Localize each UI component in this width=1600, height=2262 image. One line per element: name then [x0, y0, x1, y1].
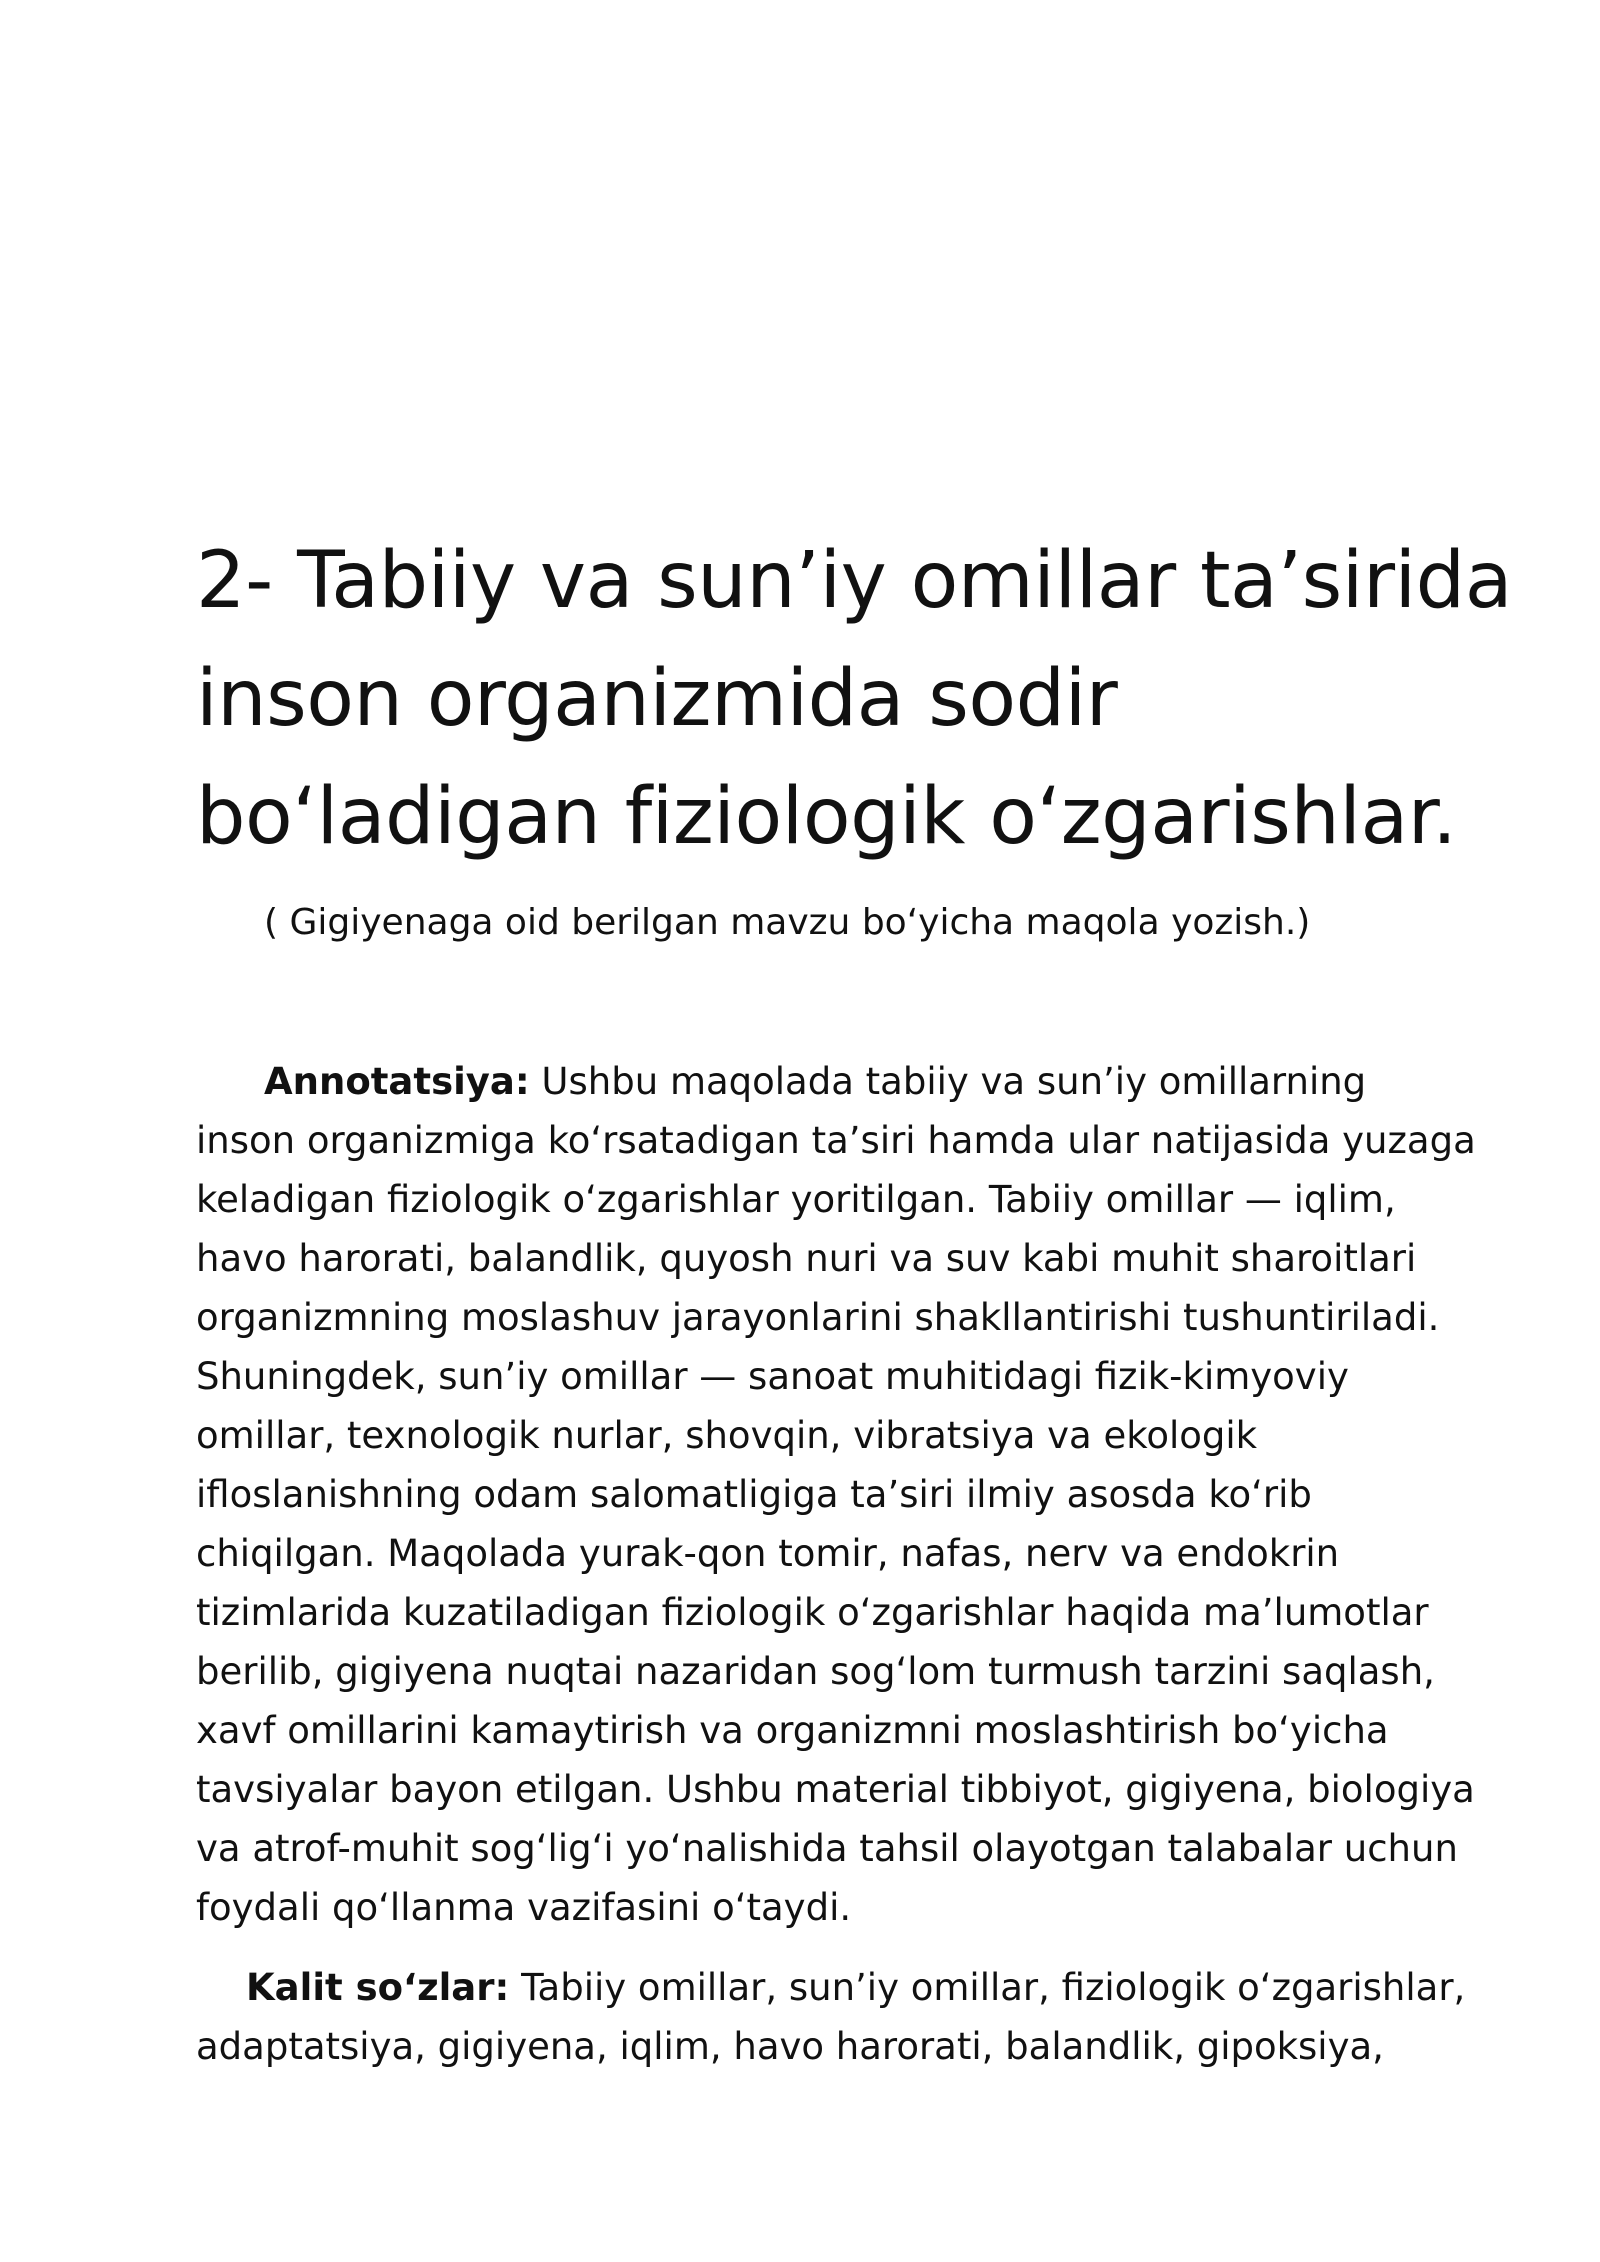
abstract-text: Ushbu maqolada tabiiy va sun’iy omillarning: [529, 1060, 1367, 1103]
abstract-paragraph: [196, 1052, 1476, 1937]
title-line: bo‘ladigan fiziologik o‘zgarishlar.: [196, 772, 1457, 862]
subtitle: ( Gigiyenaga oid berilgan mavzu bo‘yicha maqola yozish.): [264, 902, 1311, 943]
abstract-label: Annotatsiya:: [264, 1060, 530, 1103]
title-line: 2- Tabiiy va sun’iy omillar ta’sirida: [196, 536, 1512, 626]
abstract-line: berilib, gigiyena nuqtai nazaridan sog‘lom turmush tarzini saqlash,: [196, 1650, 1435, 1693]
abstract-line: keladigan fiziologik o‘zgarishlar yoritilgan. Tabiiy omillar — iqlim,: [196, 1178, 1396, 1221]
abstract-line: inson organizmiga ko‘rsatadigan ta’siri hamda ular natijasida yuzaga: [196, 1119, 1476, 1162]
abstract-line: foydali qo‘llanma vazifasini o‘taydi.: [196, 1886, 852, 1929]
abstract-line: tizimlarida kuzatiladigan fiziologik o‘zgarishlar haqida ma’lumotlar: [196, 1591, 1429, 1634]
keywords-label: Kalit so‘zlar:: [246, 1966, 510, 2009]
abstract-line: havo harorati, balandlik, quyosh nuri va suv kabi muhit sharoitlari: [196, 1237, 1417, 1280]
abstract-line: omillar, texnologik nurlar, shovqin, vibratsiya va ekologik: [196, 1414, 1258, 1457]
keywords-paragraph: [196, 1958, 1466, 2076]
abstract-first-line: [196, 1052, 1456, 1111]
abstract-line: ifloslanishning odam salomatligiga ta’siri ilmiy asosda ko‘rib: [196, 1473, 1312, 1516]
abstract-line: xavf omillarini kamaytirish va organizmni moslashtirish bo‘yicha: [196, 1709, 1389, 1752]
keywords-line: adaptatsiya, gigiyena, iqlim, havo harorati, balandlik, gipoksiya,: [196, 2025, 1384, 2068]
abstract-line: chiqilgan. Maqolada yurak-qon tomir, nafas, nerv va endokrin: [196, 1532, 1340, 1575]
abstract-line: tavsiyalar bayon etilgan. Ushbu material tibbiyot, gigiyena, biologiya: [196, 1768, 1475, 1811]
keywords-first-line: [196, 1958, 1466, 2017]
page-title: [196, 522, 1512, 876]
abstract-line: Shuningdek, sun’iy omillar — sanoat muhitidagi fizik-kimyoviy: [196, 1355, 1349, 1398]
abstract-line: organizmning moslashuv jarayonlarini shakllantirishi tushuntiriladi.: [196, 1296, 1440, 1339]
keywords-text: Tabiiy omillar, sun’iy omillar, fiziologik o‘zgarishlar,: [509, 1966, 1466, 2009]
title-line: inson organizmida sodir: [196, 654, 1118, 744]
abstract-line: va atrof-muhit sog‘lig‘i yo‘nalishida tahsil olayotgan talabalar uchun: [196, 1827, 1458, 1870]
